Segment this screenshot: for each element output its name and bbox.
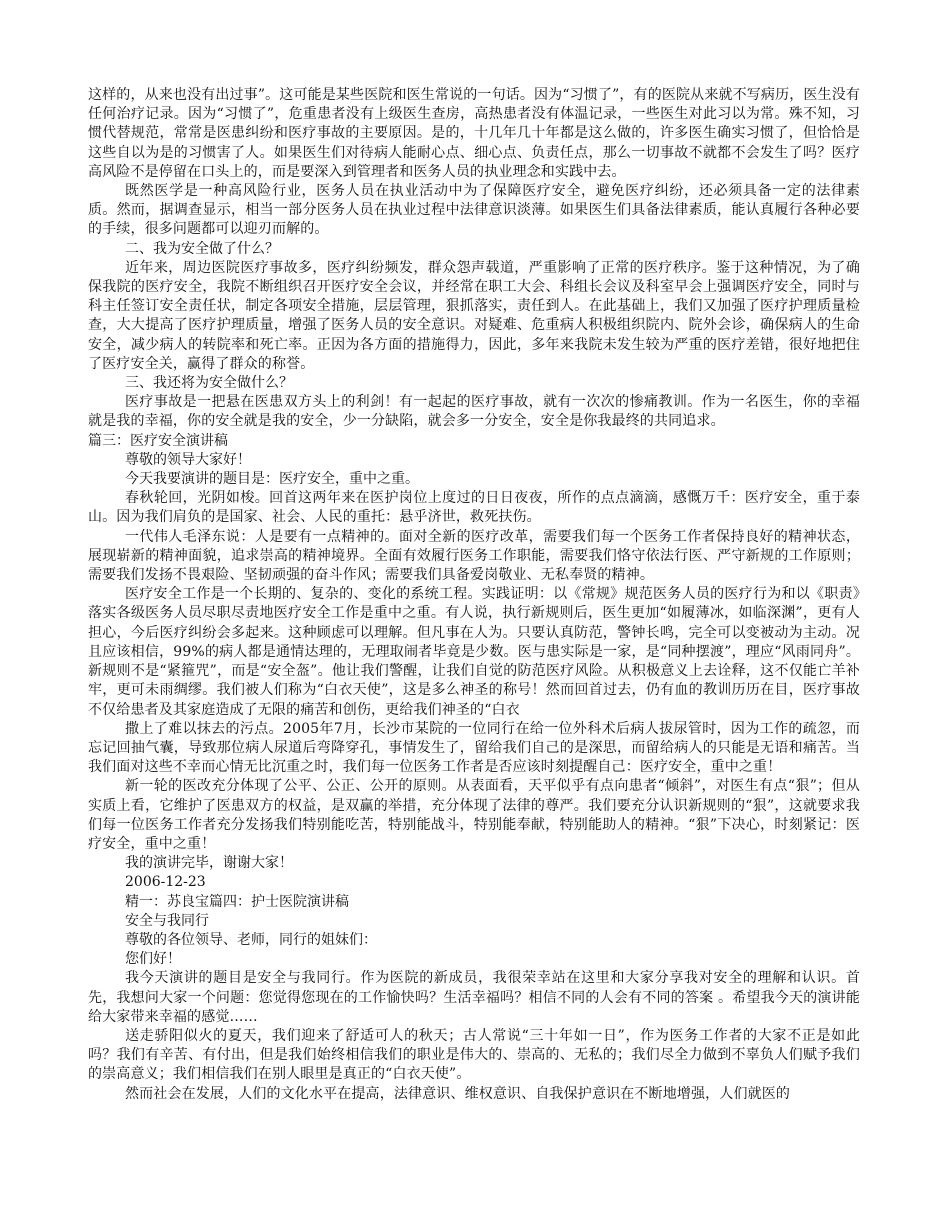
paragraph: 医疗安全工作是一个长期的、复杂的、变化的系统工程。实践证明：以《常规》规范医务人员的医疗行为和以《职责》落实各级医务人员尽职尽责地医疗安全工作是重中之重。有人说，执行新规则后，医生更加“如履薄冰，如临深渊”，更有人担心，今后医疗纠纷会多起来。这种顾虑可以理解。但凡事在人为。只要认真防范，警钟长鸣，完全可以变被动为主动。况且应该相信，99%的病人都是通情达理的，无理取闹者毕竟是少数。医与患实际是一家，是“同种摆渡”，理应“风雨同舟”。新规则不是“紧箍咒”，而是“安全盔”。他让我们警醒，让我们自觉的防范医疗风险。从积极意义上去诠释，这不仅能亡羊补牢，更可未雨绸缪。我们被人们称为“白衣天使”，这是多么神圣的称号！然而回首过去，仍有血的教训历历在目，医疗事故不仅给患者及其家庭造成了无限的痛苦和创伤，更给我们神圣的“白衣 (88, 586, 860, 718)
paragraph: 一代伟人毛泽东说：人是要有一点精神的。面对全新的医疗改革，需要我们每一个医务工作者保持良好的精神状态，展现崭新的精神面貌，追求崇高的精神境界。全面有效履行医务工作职能，需要我们恪守依法行医、严守新规的工作原则；需要我们发扬不畏艰险、坚韧顽强的奋斗作风；需要我们具备爱岗敬业、无私奉贤的精神。 (88, 528, 860, 584)
section-heading: 三、我还将为安全做什么？ (125, 375, 293, 392)
greeting-line: 尊敬的领导大家好！ (125, 451, 251, 468)
chapter-heading: 精一：苏良宝篇四：护士医院演讲稿 (125, 893, 349, 910)
paragraph: 新一轮的医改充分体现了公平、公正、公开的原则。从表面看，天平似乎有点向患者“倾斜”，对医生有点“狠”；但从实质上看，它维护了医患双方的权益，是双赢的举措，充分体现了法律的尊严。我们要充分认识新规则的“狠”，这就要求我们每一位医务工作者充分发扬我们特别能吃苦，特别能战斗，特别能奉献，特别能助人的精神。“狠”下决心，时刻紧记：医疗安全，重中之重！ (88, 778, 860, 852)
paragraph: 送走骄阳似火的夏天，我们迎来了舒适可人的秋天；古人常说“三十年如一日”，作为医务工作者的大家不正是如此吗？我们有辛苦、有付出，但是我们始终相信我们的职业是伟大的、崇高的、无私的；我们尽全力做到不辜负人们赋予我们的崇高意义；我们相信我们在别人眼里是真正的“白衣天使”。 (88, 1027, 860, 1083)
closing-line: 我的演讲完毕，谢谢大家！ (125, 855, 293, 872)
speech-title: 安全与我同行 (125, 912, 209, 929)
paragraph: 这样的，从来也没有出过事”。这可能是某些医院和医生常说的一句话。因为“习惯了”，有的医院从来就不写病历，医生没有任何治疗记录。因为“习惯了”，危重患者没有上级医生查房，高热患者没有体温记录，一些医生对此习以为常。殊不知，习惯代替规范，常常是医患纠纷和医疗事故的主要原因。是的，十几年几十年都是这么做的，许多医生确实习惯了，但恰恰是这些自以为是的习惯害了人。如果医生们对待病人能耐心点、细心点、负责任点，那么一切事故不就都不会发生了吗？医疗高风险不是停留在口头上的，而是要深入到管理者和医务人员的执业理念和实践中去。 (88, 87, 860, 180)
document-body (88, 86, 860, 1104)
paragraph: 春秋轮回，光阴如梭。回首这两年来在医护岗位上度过的日日夜夜，所作的点点滴滴，感慨万千：医疗安全，重于泰山。因为我们肩负的是国家、社会、人民的重托：悬乎济世，救死扶伤。 (88, 490, 860, 526)
paragraph: 我今天演讲的题目是安全与我同行。作为医院的新成员，我很荣幸站在这里和大家分享我对安全的理解和认识。首先，我想问大家一个问题：您觉得您现在的工作愉快吗？生活幸福吗？相信不同的人会有不同的答案 。希望我今天的演讲能给大家带来幸福的感觉…… (88, 970, 860, 1025)
section-heading: 二、我为安全做了什么？ (125, 240, 279, 257)
paragraph: 撒上了难以抹去的污点。2005年7月，长沙市某院的一位同行在给一位外科术后病人拔尿管时，因为工作的疏忽，而忘记回抽气囊，导致那位病人尿道后弯降穿孔，事情发生了，留给我们自己的是深思，而留给病人的只能是无语和痛苦。当我们面对这些不幸而心情无比沉重之时，我们每一位医务工作者是否应该时刻提醒自己：医疗安全，重中之重！ (88, 720, 860, 776)
paragraph: 近年来，周边医院医疗事故多，医疗纠纷频发，群众怨声载道，严重影响了正常的医疗秩序。鉴于这种情况，为了确保我院的医疗安全，我院不断组织召开医疗安全会议，并经常在职工大会、科组长会议及科室早会上强调医疗安全，同时与科主任签订安全责任状，制定各项安全措施，层层管理，狠抓落实，责任到人。在此基础上，我们又加强了医疗护理质量检查，大大提高了医疗护理质量，增强了医务人员的安全意识。对疑难、危重病人积极组织院内、院外会诊，确保病人的生命安全，减少病人的转院率和死亡率。正因为各方面的措施得力，因此，多年来我院未发生较为严重的医疗差错，很好地把住了医疗安全关，赢得了群众的称誉。 (88, 259, 860, 372)
paragraph: 医疗事故是一把悬在医患双方头上的利剑！有一起起的医疗事故，就有一次次的惨痛教训。作为一名医生，你的幸福就是我的幸福，你的安全就是我的安全，少一分缺陷，就会多一分安全，安全是你我最终的共同追求。 (88, 394, 860, 430)
date-line: 2006-12-23 (125, 874, 206, 891)
paragraph: 然而社会在发展，人们的文化水平在提高，法律意识、维权意识、自我保护意识在不断地增强，人们就医的 (125, 1085, 791, 1102)
topic-line: 今天我要演讲的题目是：医疗安全，重中之重。 (125, 471, 419, 488)
chapter-heading: 篇三：医疗安全演讲稿 (88, 432, 228, 449)
hello-line: 您们好！ (125, 951, 181, 968)
paragraph: 既然医学是一种高风险行业，医务人员在执业活动中为了保障医疗安全，避免医疗纠纷，还必须具备一定的法律素质。然而，据调查显示，相当一部分医务人员在执业过程中法律意识淡薄。如果医生们具备法律素质，能认真履行各种必要的手续，很多问题都可以迎刃而解的。 (88, 183, 860, 238)
greeting-line: 尊敬的各位领导、老师，同行的姐妹们： (125, 931, 377, 948)
